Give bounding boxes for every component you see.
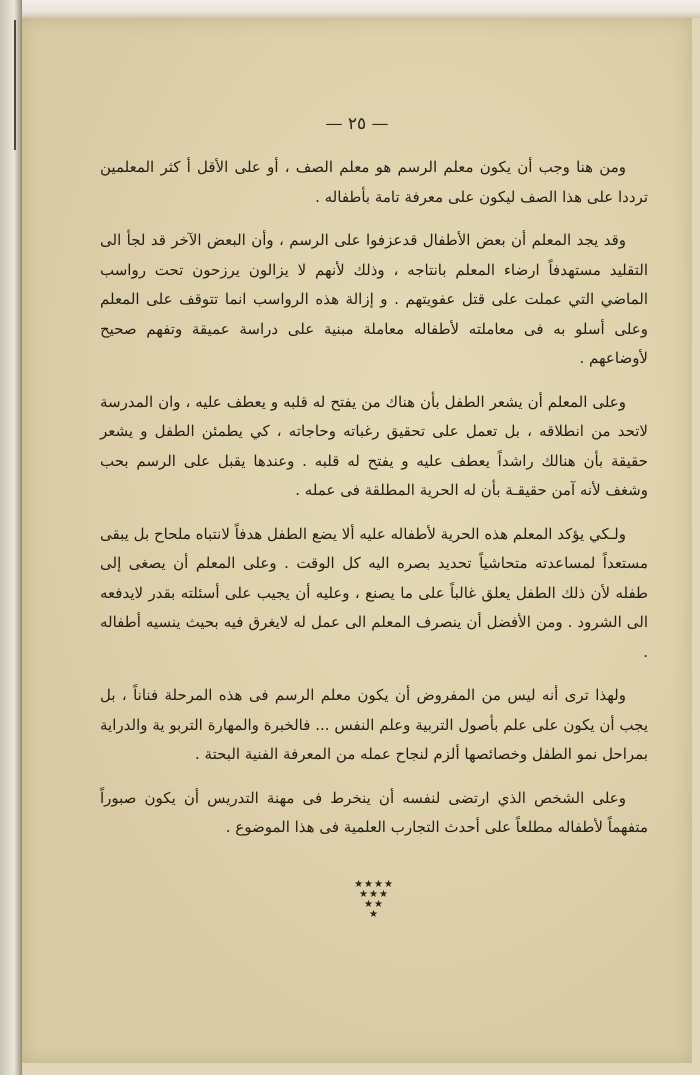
ornament-row: ★★★ <box>359 889 389 900</box>
paragraph-5: ولهذا ترى أنه ليس من المفروض أن يكون معلم الرسم فى هذه المرحلة فناناً ، بل يجب أن يكون على علم بأصول التربية وعلم النفس ... فالخبرة والمهارة التربو ية والدراية بمراحل نمو الطفل وخصائصها ألزم لنجاح عمله من المعرفة الفنية البحتة . <box>100 686 648 763</box>
ornament-row: ★★ <box>364 899 384 910</box>
scan-left-edge <box>0 0 22 1075</box>
page-body <box>100 153 648 857</box>
paragraph-4: ولـكي يؤكد المعلم هذه الحرية لأطفاله عليه ألا يضع الطفل هدفاً لانتباه ملحاح بل يبقى مستعداً لمساعدته متحاشياً تحديد بصره اليه كل الوقت . وعلى المعلم أن يصغى إلى طفله لأن ذلك الطفل يعلق غالباً على ما يصنع ، وعليه أن يجيب على أسئلته بقدر لايدفعه الى الشرود . ومن الأفضل أن ينصرف المعلم الى عمل له لايغرق فيه بحيث ينسيه أطفاله . <box>100 524 648 661</box>
book-page <box>22 18 692 1063</box>
star-ornament-icon <box>344 880 404 920</box>
paragraph-6: وعلى الشخص الذي ارتضى لنفسه أن ينخرط فى مهنة التدريس أن يكون صبوراً متفهماً لأطفاله مطلعاً على أحدث التجارب العلمية فى هذا الموضوع . <box>100 788 648 836</box>
ornament-row: ★ <box>369 909 379 920</box>
scan-binding-mark <box>14 20 16 150</box>
page-number: — ٢٥ — <box>325 114 389 134</box>
paragraph-2: وقد يجد المعلم أن بعض الأطفال قدعزفوا على الرسم ، وأن البعض الآخر قد لجأ الى التقليد مستهدفاً ارضاء المعلم بانتاجه ، وذلك لأنهم لا يزالون يرزحون تحت رواسب الماضي التي عملت على قتل عفويتهم . و إزالة هذه الرواسب انما تتوقف على المعلم وعلى أسلو به فى معاملته لأطفاله معاملة مبنية على دراسة عميقة وتفهم صحيح لأوضاعهم . <box>100 231 648 367</box>
ornament-row: ★★★★ <box>354 879 394 890</box>
paragraph-3: وعلى المعلم أن يشعر الطفل بأن هناك من يفتح له قلبه و يعطف عليه ، وان المدرسة لاتحد من انطلاقه ، بل تعمل على تحقيق رغباته وحاجاته ، كي يطمئن الطفل و يشعر حقيقة بأن هنالك راشداً يعطف عليه و يفتح له قلبه . وعندها يقبل على الرسم بحب وشغف لأنه آمن حقيقـة بأن له الحرية المطلقة فى عمله . <box>100 392 648 499</box>
scan-top-edge <box>0 0 700 18</box>
paragraph-1: ومن هنا وجب أن يكون معلم الرسم هو معلم الصف ، أو على الأقل أ كثر المعلمين ترددا على هذا الصف ليكون على معرفة تامة بأطفاله . <box>100 158 648 206</box>
